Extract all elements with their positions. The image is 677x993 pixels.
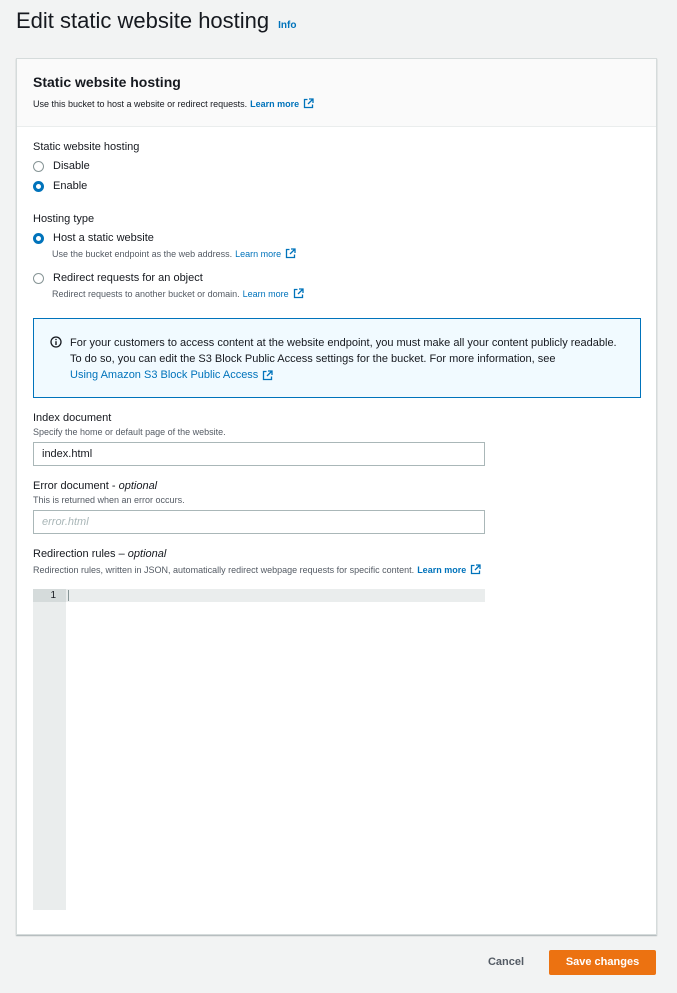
error-document-input[interactable] [33, 510, 485, 534]
error-document-optional: optional [118, 480, 158, 492]
radio-label-redirect: Redirect requests for an object [53, 272, 203, 284]
hosting-type-label: Hosting type [33, 213, 95, 225]
learn-more-label: Learn more [417, 564, 467, 575]
redirection-rules-label [33, 548, 166, 560]
learn-more-label: Learn more [242, 288, 289, 299]
redirect-learn-more-link[interactable] [243, 288, 304, 299]
index-document-input[interactable] [33, 442, 485, 466]
redirect-description [52, 288, 304, 299]
radio-label-host-static: Host a static website [53, 232, 154, 244]
radio-button-redirect[interactable] [33, 273, 44, 284]
block-public-access-link[interactable] [70, 367, 273, 383]
editor-cursor [68, 590, 69, 601]
host-static-learn-more-link[interactable] [235, 248, 296, 259]
radio-disable[interactable] [33, 160, 90, 172]
external-link-icon [285, 248, 296, 259]
redirect-description-text: Redirect requests to another bucket or domain. [52, 288, 240, 299]
radio-enable[interactable] [33, 180, 87, 192]
external-link-icon [293, 288, 304, 299]
panel-title: Static website hosting [33, 74, 181, 90]
static-website-hosting-panel [16, 58, 657, 935]
info-alert [33, 318, 641, 398]
error-document-label: Error document - optional [33, 480, 158, 492]
radio-label-enable: Enable [53, 180, 88, 192]
radio-button-disable[interactable] [33, 161, 44, 172]
redirection-rules-optional: optional [127, 548, 167, 560]
block-public-access-link-label: Using Amazon S3 Block Public Access [70, 369, 259, 381]
redirection-rules-editor[interactable] [33, 589, 485, 910]
learn-more-label: Learn more [250, 98, 300, 109]
panel-learn-more-link[interactable] [250, 98, 314, 109]
info-alert-text: For your customers to access content at the website endpoint, you must make all your content publicly readable. To do so, you can edit the S3 Block Public Access settings for the bucket. For more information, see [70, 337, 617, 365]
info-circle-icon [50, 336, 62, 348]
radio-button-enable[interactable] [33, 181, 44, 192]
page-header [16, 8, 296, 34]
panel-header [17, 59, 656, 127]
editor-active-line[interactable] [66, 589, 485, 602]
redirection-rules-learn-more-link[interactable] [417, 564, 481, 575]
radio-redirect[interactable] [33, 272, 203, 284]
editor-line-number: 1 [33, 589, 66, 602]
panel-description-text: Use this bucket to host a website or redirect requests. [33, 98, 248, 109]
radio-host-static[interactable] [33, 232, 154, 244]
external-link-icon [303, 98, 314, 109]
host-static-description [52, 248, 296, 259]
error-document-description: This is returned when an error occurs. [33, 495, 185, 505]
cancel-button[interactable]: Cancel [474, 950, 538, 975]
panel-description [33, 98, 640, 109]
external-link-icon [470, 564, 481, 575]
info-link[interactable]: Info [278, 20, 297, 31]
redirection-rules-label-text: Redirection rules – [33, 548, 125, 560]
hosting-label: Static website hosting [33, 141, 140, 153]
page-title: Edit static website hosting [16, 8, 270, 33]
save-changes-button[interactable]: Save changes [549, 950, 656, 975]
index-document-label: Index document [33, 412, 112, 424]
host-static-description-text: Use the bucket endpoint as the web address. [52, 248, 233, 259]
radio-label-disable: Disable [53, 160, 90, 172]
index-document-description: Specify the home or default page of the website. [33, 427, 226, 437]
radio-button-host-static[interactable] [33, 233, 44, 244]
learn-more-label: Learn more [235, 248, 282, 259]
redirection-rules-description-text: Redirection rules, written in JSON, automatically redirect webpage requests for specific content. [33, 564, 415, 575]
error-document-label-text: Error document [33, 480, 109, 492]
redirection-rules-description [33, 564, 481, 575]
editor-gutter [33, 589, 66, 910]
external-link-icon [262, 370, 273, 381]
